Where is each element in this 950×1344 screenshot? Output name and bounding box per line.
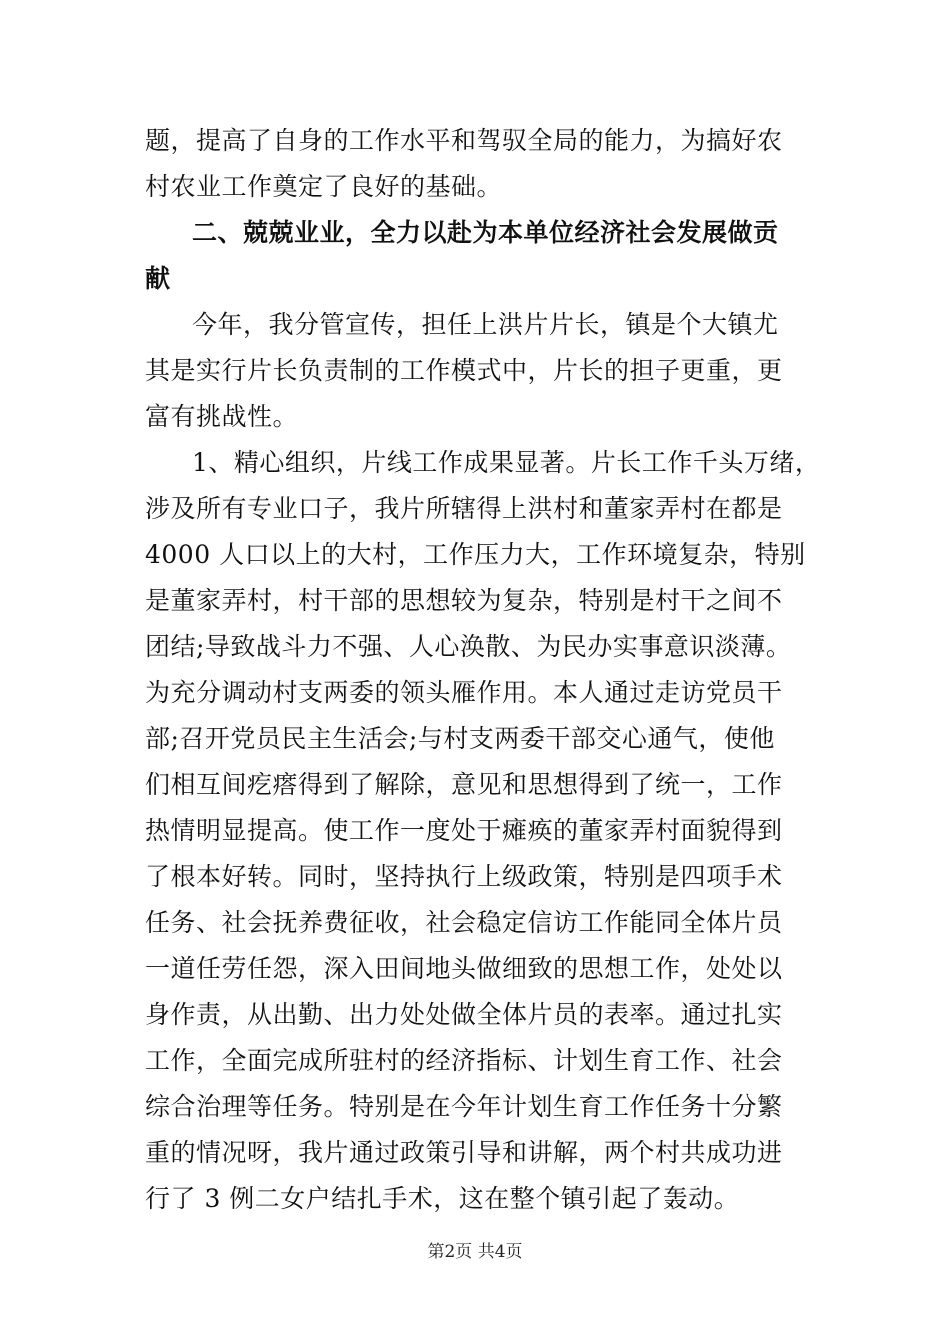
text-line: 身作责，从出勤、出力处处做全体片员的表率。通过扎实: [145, 1000, 783, 1029]
section-heading-continuation: 献: [145, 264, 171, 293]
text-line: 今年，我分管宣传，担任上洪片片长，镇是个大镇尤: [192, 310, 779, 339]
text-line: 行了 3 例二女户结扎手术，这在整个镇引起了轰动。: [145, 1184, 740, 1213]
text-line: 热情明显提高。使工作一度处于瘫痪的董家弄村面貌得到: [145, 816, 783, 845]
text-line: 部;召开党员民主生活会;与村支两委干部交心通气，使他: [145, 724, 775, 753]
section-heading: 二、兢兢业业，全力以赴为本单位经济社会发展做贡: [192, 218, 779, 247]
text-line: 们相互间疙瘩得到了解除，意见和思想得到了统一，工作: [145, 770, 783, 799]
text-line: 是董家弄村，村干部的思想较为复杂，特别是村干之间不: [145, 586, 783, 615]
text-line: 任务、社会抚养费征收，社会稳定信访工作能同全体片员: [145, 908, 783, 937]
text-line: 富有挑战性。: [145, 402, 299, 431]
text-line: 题，提高了自身的工作水平和驾驭全局的能力，为搞好农: [145, 126, 783, 155]
page-footer: 第2页 共4页: [427, 1242, 523, 1262]
text-line: 涉及所有专业口子，我片所辖得上洪村和董家弄村在都是: [145, 494, 783, 523]
text-line: 1、精心组织，片线工作成果显著。片长工作千头万绪，: [192, 448, 821, 477]
text-line: 重的情况呀，我片通过政策引导和讲解，两个村共成功进: [145, 1138, 783, 1167]
text-line: 一道任劳任怨，深入田间地头做细致的思想工作，处处以: [145, 954, 783, 983]
text-line: 综合治理等任务。特别是在今年计划生育工作任务十分繁: [145, 1092, 783, 1121]
text-line: 村农业工作奠定了良好的基础。: [145, 172, 503, 201]
text-line: 其是实行片长负责制的工作模式中，片长的担子更重，更: [145, 356, 783, 385]
text-line: 团结;导致战斗力不强、人心涣散、为民办实事意识淡薄。: [145, 632, 792, 661]
text-line: 4000 人口以上的大村，工作压力大，工作环境复杂，特别: [145, 540, 806, 569]
text-line: 工作，全面完成所驻村的经济指标、计划生育工作、社会: [145, 1046, 783, 1075]
text-line: 了根本好转。同时，坚持执行上级政策，特别是四项手术: [145, 862, 783, 891]
text-line: 为充分调动村支两委的领头雁作用。本人通过走访党员干: [145, 678, 783, 707]
